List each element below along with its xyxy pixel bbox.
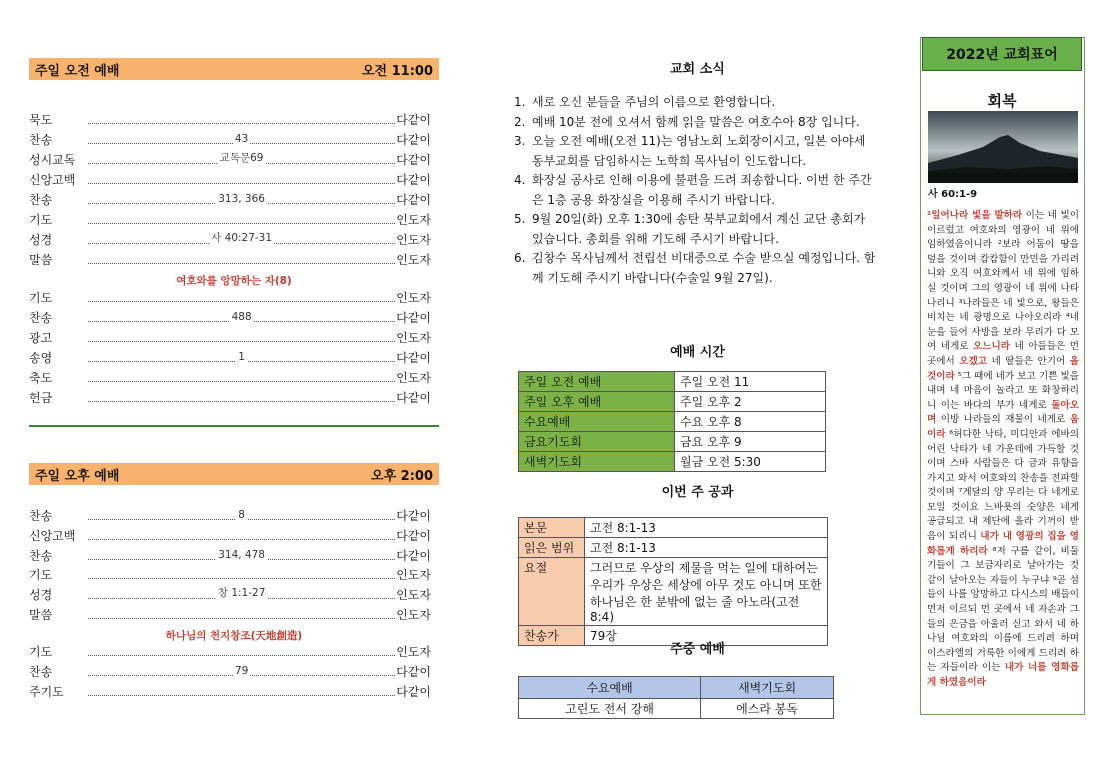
- order-row: [29, 507, 431, 525]
- dot-leader: [88, 684, 395, 696]
- order-row: [29, 547, 431, 565]
- weekday-value-wed: 고린도 전서 강해: [519, 699, 701, 719]
- study-row-label: 본문: [519, 518, 585, 538]
- study-row-label: 찬송가: [519, 626, 585, 646]
- news-item-number: 5.: [514, 212, 526, 226]
- order-row: [29, 151, 431, 169]
- order-detail: 8: [238, 509, 245, 521]
- dot-leader: [88, 390, 395, 402]
- order-label: 주기도: [29, 684, 64, 699]
- schedule-table: [518, 371, 826, 472]
- order-leader: 인도자: [396, 588, 431, 603]
- schedule-row: [519, 392, 826, 412]
- scripture-segment: ⁸저 구름 같이, 비둘기들이 그 보금자리로 날아가는 것 같이 날아오는 자들이 누구냐 ⁹곧 섬들이 나를 앙망하고 다시스의 배들이 먼저 이르되 먼 곳에서 네 자손과 그들의 은금을 아울러 싣고 와서 네 하나님 여호와의 이름에 드리려 하며 이스라엘의 거룩한 이에게 드리려 하는 자들이라 이는: [927, 545, 1079, 674]
- order-label: 신앙고백: [29, 528, 76, 543]
- schedule-service-time: 주일 오전 11: [675, 372, 826, 392]
- order-row: [29, 231, 431, 249]
- order-leader: 인도자: [396, 253, 431, 267]
- order-row: [29, 191, 431, 209]
- dot-leader: [88, 112, 395, 124]
- schedule-service-name: 주일 오전 예배: [519, 372, 675, 392]
- order-leader: 인도자: [396, 568, 431, 583]
- weekday-header-dawn: 새벽기도회: [701, 677, 834, 699]
- study-row: [519, 518, 828, 538]
- afternoon-sermon-title: 하나님의 천지창조(天地創造): [165, 630, 303, 642]
- dot-leader: [88, 350, 395, 362]
- dot-leader: [88, 192, 395, 204]
- news-item-text: 예배 10분 전에 오셔서 함께 읽을 말씀은 여호수아 8장 입니다.: [532, 114, 860, 129]
- news-item: [514, 210, 879, 249]
- order-row: [29, 389, 431, 407]
- news-item-text: 오늘 오전 예배(오전 11)는 영남노회 노회장이시고, 일본 아야세 동부교회를 담임하시는 노학희 목사님이 인도합니다.: [532, 134, 866, 168]
- order-leader: 다같이: [396, 113, 431, 127]
- order-leader: 다같이: [396, 173, 431, 187]
- order-label: 기도: [29, 645, 53, 659]
- afternoon-service-title: 주일 오후 예배: [35, 468, 120, 484]
- order-label: 기도: [29, 213, 53, 227]
- schedule-row: [519, 372, 826, 392]
- schedule-row: [519, 412, 826, 432]
- order-leader: 인도자: [396, 371, 431, 385]
- order-row: [29, 309, 431, 327]
- order-label: 기도: [29, 291, 53, 305]
- order-row: [29, 211, 431, 229]
- morning-service-time: 오전 11:00: [361, 63, 433, 79]
- news-item-number: 1.: [514, 95, 526, 109]
- morning-service-title: 주일 오전 예배: [35, 63, 120, 79]
- order-row: [29, 171, 431, 189]
- order-leader: 다같이: [396, 528, 431, 543]
- morning-sermon-title: 여호와를 앙망하는 자(8): [176, 275, 292, 287]
- scripture-highlight: 돌아오며: [927, 399, 1079, 426]
- dot-leader: [88, 132, 395, 144]
- order-row: [29, 566, 431, 584]
- scripture-reference: [928, 185, 977, 200]
- dot-leader: [88, 232, 395, 244]
- order-leader: 다같이: [396, 311, 431, 325]
- news-item: [514, 171, 879, 210]
- dot-leader: [88, 330, 395, 342]
- study-table: [518, 517, 828, 646]
- schedule-service-name: 주일 오후 예배: [519, 392, 675, 412]
- order-detail: 79: [234, 664, 249, 677]
- news-item: [514, 132, 879, 171]
- study-row-value: 그러므로 우상의 제물을 먹는 일에 대하여는 우리가 우상은 세상에 아무 것도 아니며 또한 하나님은 한 분밖에 없는 줄 아노라(고전 8:4): [585, 558, 828, 626]
- scripture-highlight: ¹일어나라 빛을 발하라: [927, 210, 1023, 221]
- news-item-number: 3.: [514, 134, 526, 148]
- news-item: [514, 113, 879, 133]
- scripture-segment: 네 아들들은 먼 곳에서: [927, 341, 1079, 367]
- afternoon-service-time: 오후 2:00: [371, 468, 433, 484]
- order-leader: 다같이: [396, 153, 431, 167]
- order-leader: 인도자: [396, 233, 431, 247]
- order-leader: 인도자: [396, 291, 431, 305]
- schedule-title: 예배 시간: [670, 345, 725, 360]
- schedule-service-name: 새벽기도회: [519, 452, 675, 472]
- scripture-highlight: 옴이라: [927, 414, 1079, 440]
- news-list: [514, 93, 879, 288]
- order-label: 묵도: [29, 113, 53, 127]
- order-label: 송영: [29, 351, 53, 365]
- study-row-value: 고전 8:1-13: [585, 518, 828, 538]
- dot-leader: [88, 152, 395, 164]
- morning-service-header: [29, 58, 439, 80]
- order-leader: 다같이: [396, 391, 431, 405]
- order-leader: 인도자: [396, 331, 431, 345]
- schedule-service-name: 수요예배: [519, 412, 675, 432]
- scripture-highlight: 오느니라: [972, 341, 1011, 353]
- order-detail: 488: [231, 311, 252, 323]
- weekday-header-wed: 수요예배: [519, 677, 701, 699]
- order-label: 찬송: [29, 311, 53, 325]
- order-label: 헌금: [29, 391, 53, 405]
- weekday-title: 주중 예배: [670, 642, 725, 657]
- news-item-text: 9월 20일(화) 오후 1:30에 송탄 북부교회에서 계신 교단 총회가 있습니다. 총회를 위해 기도해 주시기 바랍니다.: [532, 212, 866, 246]
- weekday-table: [518, 676, 834, 719]
- order-row: [29, 251, 431, 269]
- order-detail: 313, 366: [218, 193, 265, 205]
- order-label: 성경: [29, 588, 53, 603]
- news-item-text: 김창수 목사님께서 전립선 비대증으로 수술 받으실 예정입니다. 함께 기도해 주시기 바랍니다(수술일 9월 27일).: [532, 251, 876, 285]
- order-detail: 사 40:27-31: [211, 232, 273, 244]
- order-leader: 인도자: [396, 645, 431, 659]
- order-label: 성시교독: [29, 153, 76, 167]
- dot-leader: [88, 290, 395, 302]
- order-label: 찬송: [29, 133, 53, 147]
- order-row: [29, 586, 431, 604]
- order-detail: 43: [234, 133, 249, 145]
- order-row: [29, 349, 431, 367]
- order-leader: 다같이: [396, 193, 431, 207]
- order-row: [29, 329, 431, 347]
- scripture-segment: 이는 네 빛이 이르렀고 여호와의 영광이 네 위에 임하였음이니라 ²보라 어둠이 땅을 덮을 것이며 캄캄함이 만민을 가리려니와 오직 여호와께서 네 위에 임하실 것이며 그의 영광이 네 위에 나타나리니 ³나라들은 네 빛으로, 왕들은 비치는 네 광명으로 나아오리라 ⁴네 눈을 들어 사방을 보라 무리가 다 모여 네게로: [927, 210, 1079, 353]
- dot-leader: [88, 587, 395, 599]
- order-label: 말씀: [29, 608, 53, 622]
- scripture-highlight: 오겠고: [959, 355, 988, 367]
- dot-leader: [88, 212, 395, 224]
- schedule-service-time: 주일 오후 2: [675, 392, 826, 412]
- study-row-value: 79장: [585, 626, 828, 646]
- order-row: [29, 643, 431, 661]
- dot-leader: [88, 370, 395, 382]
- order-label: 신앙고백: [29, 173, 76, 187]
- schedule-service-time: 월금 오전 5:30: [675, 452, 826, 472]
- news-item-text: 새로 오신 분들을 주님의 이름으로 환영합니다.: [532, 95, 776, 109]
- order-row: [29, 683, 431, 701]
- scripture-highlight: 내가 내 영광의 집을 영화롭게 하리라: [927, 531, 1079, 557]
- motto-header: 2022년 교회표어: [922, 37, 1082, 71]
- scripture-segment: 네 딸들은 안기어: [987, 355, 1070, 367]
- study-row: [519, 558, 828, 626]
- dot-leader: [88, 664, 395, 676]
- order-leader: 다같이: [396, 548, 431, 563]
- motto-title: 회복: [987, 92, 1017, 110]
- order-label: 성경: [29, 233, 53, 247]
- dot-leader: [88, 528, 395, 540]
- study-row-value: 고전 8:1-13: [585, 538, 828, 558]
- order-label: 찬송: [29, 548, 53, 563]
- study-row: [519, 538, 828, 558]
- dot-leader: [88, 644, 395, 656]
- order-label: 찬송: [29, 193, 53, 207]
- news-item-text: 화장실 공사로 인해 이용에 불편을 드려 죄송합니다. 이번 한 주간은 1층 공용 화장실을 이용해 주시기 바랍니다.: [532, 173, 872, 207]
- scripture-text: [927, 209, 1079, 691]
- schedule-row: [519, 432, 826, 452]
- schedule-service-time: 수요 오후 8: [675, 412, 826, 432]
- order-leader: 인도자: [396, 213, 431, 227]
- order-row: [29, 527, 431, 545]
- dot-leader: [88, 607, 395, 619]
- order-leader: 다같이: [396, 133, 431, 147]
- order-detail: 교독문69: [219, 152, 264, 164]
- order-detail: 1: [238, 351, 245, 363]
- schedule-service-time: 금요 오후 9: [675, 432, 826, 452]
- study-row-label: 요절: [519, 558, 585, 626]
- scripture-reference-text: 사 60:1-9: [928, 189, 978, 200]
- scripture-segment: ⁶허다한 낙타, 미디안과 에바의 어린 낙타가 네 가운데에 가득할 것이며 스바 사람들은 다 금과 유향을 가지고 와서 여호와의 찬송을 전파할 것이며 ⁷게달의 양 무리는 다 네게로 모일 것이요 느바욧의 숫양은 네게 공급되고 내 제단에 올라 기꺼이 받음이 되리니: [927, 428, 1079, 543]
- order-label: 기도: [29, 568, 53, 583]
- news-item: [514, 93, 879, 113]
- news-item-number: 2.: [514, 114, 526, 129]
- order-detail: 창 1:1-27: [217, 587, 266, 600]
- order-label: 말씀: [29, 253, 53, 267]
- study-title: 이번 주 공과: [661, 485, 734, 500]
- schedule-row: [519, 452, 826, 472]
- order-row: [29, 369, 431, 387]
- order-label: 찬송: [29, 664, 53, 679]
- mountain-image: [928, 111, 1078, 183]
- dot-leader: [88, 548, 395, 560]
- study-row-label: 읽은 범위: [519, 538, 585, 558]
- weekday-value-dawn: 에스라 봉독: [701, 699, 834, 719]
- dot-leader: [88, 172, 395, 184]
- order-leader: 다같이: [396, 509, 431, 523]
- order-row: [29, 663, 431, 681]
- dot-leader: [88, 508, 395, 520]
- dot-leader: [88, 252, 395, 264]
- scripture-segment: 이방 나라들의 재물이 네게로: [936, 414, 1070, 426]
- order-leader: 다같이: [396, 351, 431, 365]
- scripture-highlight: 올 것이라: [927, 355, 1079, 382]
- dot-leader: [88, 310, 395, 322]
- afternoon-service-header: [29, 463, 439, 485]
- section-divider: [29, 425, 439, 427]
- news-item: [514, 249, 879, 288]
- order-label: 찬송: [29, 509, 53, 523]
- news-item-number: 4.: [514, 173, 526, 187]
- scripture-highlight: 내가 너를 영화롭게 하였음이라: [927, 662, 1079, 688]
- order-label: 광고: [29, 331, 53, 345]
- order-leader: 인도자: [396, 608, 431, 622]
- order-leader: 다같이: [396, 664, 431, 679]
- order-detail: 314, 478: [218, 548, 265, 561]
- schedule-service-name: 금요기도회: [519, 432, 675, 452]
- order-row: [29, 111, 431, 129]
- news-item-number: 6.: [514, 251, 526, 265]
- order-row: [29, 606, 431, 624]
- order-row: [29, 131, 431, 149]
- scripture-segment: ⁵그 때에 네가 보고 기쁜 빛을 내며 네 마음이 놀라고 또 화창하리니 이는 바다의 부가 네게로: [927, 370, 1079, 411]
- order-leader: 다같이: [396, 684, 431, 699]
- news-title: 교회 소식: [670, 62, 725, 77]
- order-label: 축도: [29, 371, 53, 385]
- dot-leader: [88, 567, 395, 579]
- order-row: [29, 289, 431, 307]
